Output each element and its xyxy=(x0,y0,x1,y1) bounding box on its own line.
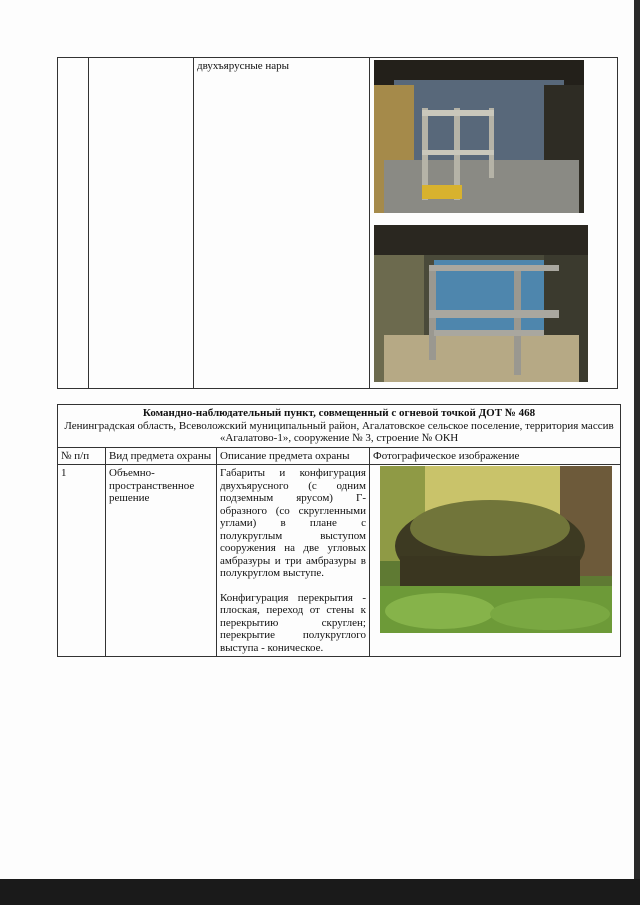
protection-object-table xyxy=(57,404,621,657)
bunker-photo xyxy=(380,466,612,633)
row-description xyxy=(217,465,370,657)
description-text: двухъярусные нары xyxy=(197,60,290,72)
continuation-table xyxy=(57,57,618,389)
header-photo: Фотографическое изображение xyxy=(370,447,621,465)
row-photo-cell xyxy=(370,465,621,657)
bunk-photo-1 xyxy=(374,60,584,213)
title-cell xyxy=(58,405,621,448)
description-paragraph-1: Габариты и конфигурация двухъярусного (с одним подземным ярусом) Г-образного (со скругленными углами) в плане с полукруглым выступом сооружения на две угловых амбразуры и три амбразуры в полукруглом выступе. xyxy=(220,467,366,579)
scan-edge-bottom xyxy=(0,879,640,905)
table-row xyxy=(58,58,618,389)
object-address: Ленинградская область, Всеволожский муниципальный район, Агалатовское сельское поселение, территория массив «Агалатово-1», сооружение № 3, строение № ОКН xyxy=(64,419,614,444)
photo-cell xyxy=(370,58,618,389)
bunk-photo-2 xyxy=(374,225,588,382)
row-number-cell xyxy=(58,58,89,389)
header-row xyxy=(58,447,621,465)
row-number: 1 xyxy=(58,465,106,657)
scan-edge-right xyxy=(634,0,640,880)
header-num: № п/п xyxy=(58,447,106,465)
type-cell xyxy=(89,58,194,389)
header-description: Описание предмета охраны xyxy=(217,447,370,465)
row-type: Объемно-пространственное решение xyxy=(106,465,217,657)
header-type: Вид предмета охраны xyxy=(106,447,217,465)
title-row xyxy=(58,405,621,448)
description-paragraph-2: Конфигурация перекрытия - плоская, переход от стены к перекрытию скруглен; перекрытие полукруглого выступа - коническое. xyxy=(220,591,366,654)
description-cell xyxy=(194,58,370,389)
object-title: Командно-наблюдательный пункт, совмещенный с огневой точкой ДОТ № 468 xyxy=(142,407,536,419)
table-row xyxy=(58,465,621,657)
